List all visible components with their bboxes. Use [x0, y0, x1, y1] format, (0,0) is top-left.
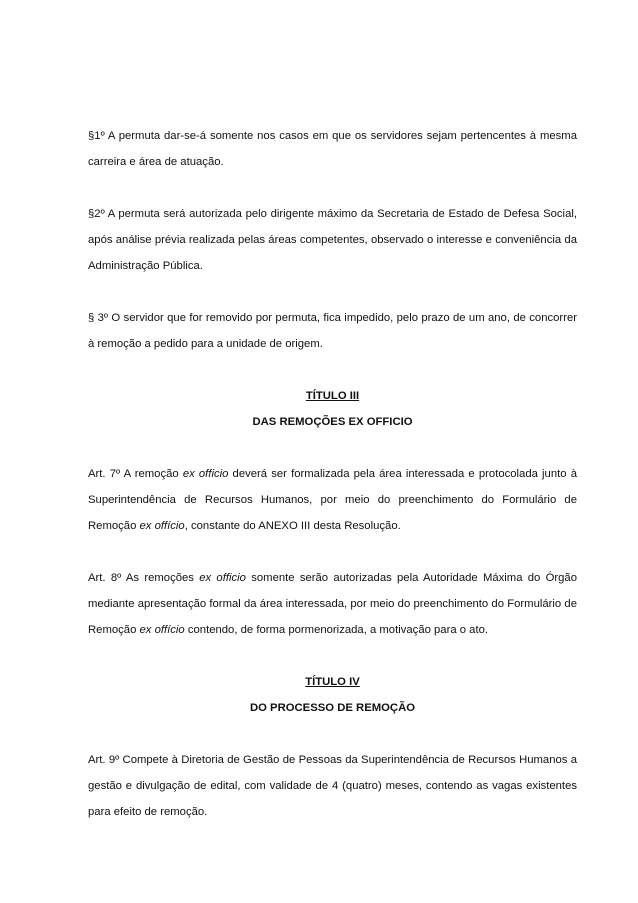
article-8-part-c: somente serão autorizadas pela Autoridade Máxima do Órgão mediante apresentação formal da área interessada, por meio do preenchimento do Formulário de Remoção — [88, 572, 577, 636]
title-iv: TÍTULO IV — [305, 676, 360, 688]
paragraph-3 — [88, 305, 577, 357]
article-7-part-e: , constante do ANEXO III desta Resolução. — [184, 520, 401, 532]
title-iii-subtitle: DAS REMOÇÕES EX OFFICIO — [252, 416, 413, 428]
document-body — [88, 123, 577, 851]
article-7-italic-2: ex offício — [139, 520, 185, 532]
article-8-italic-1: ex officio — [199, 572, 246, 584]
article-7-part-c: deverá ser formalizada pela área interessada e protocolada junto à Superintendência de Recursos Humanos, por meio do preenchimento do Formulário de Remoção — [88, 468, 577, 532]
paragraph-2 — [88, 201, 577, 279]
title-iii-block — [88, 383, 577, 435]
title-iv-subtitle: DO PROCESSO DE REMOÇÃO — [249, 702, 416, 714]
article-7 — [88, 461, 577, 539]
paragraph-1-text: §1º A permuta dar-se-á somente nos casos em que os servidores sejam pertencentes à mesma carreira e área de atuação. — [88, 130, 577, 168]
article-8-part-e: contendo, de forma pormenorizada, a motivação para o ato. — [184, 624, 489, 636]
article-9 — [88, 747, 577, 825]
article-8-part-a: Art. 8º As remoções — [88, 572, 200, 584]
paragraph-3-text: § 3º O servidor que for removido por permuta, fica impedido, pelo prazo de um ano, de concorrer à remoção a pedido para a unidade de origem. — [88, 312, 577, 350]
title-iii: TÍTULO III — [305, 390, 360, 402]
article-7-italic-1: ex officio — [182, 468, 229, 480]
article-8 — [88, 565, 577, 643]
article-8-italic-2: ex offício — [139, 624, 185, 636]
paragraph-1 — [88, 123, 577, 175]
title-iv-block — [88, 669, 577, 721]
article-7-part-a: Art. 7º A remoção — [88, 468, 183, 480]
paragraph-2-text: §2º A permuta será autorizada pelo dirigente máximo da Secretaria de Estado de Defesa Social, após análise prévia realizada pelas áreas competentes, observado o interesse e conveniência da Administração Pública. — [88, 208, 577, 272]
article-9-text: Art. 9º Compete à Diretoria de Gestão de Pessoas da Superintendência de Recursos Humanos a gestão e divulgação de edital, com validade de 4 (quatro) meses, contendo as vagas existentes para efeito de remoção. — [88, 754, 577, 818]
